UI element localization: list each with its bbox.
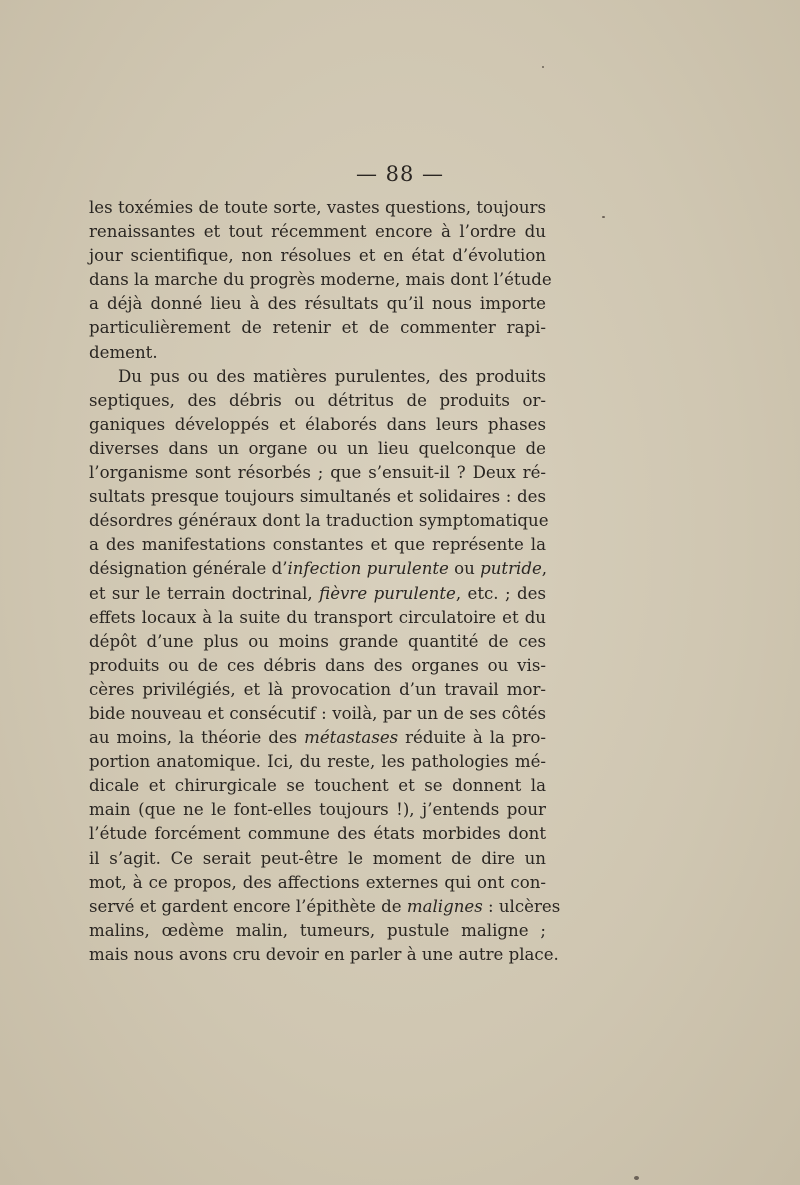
text-line	[89, 582, 546, 606]
text-line	[89, 220, 546, 244]
text-segment: Du pus ou des matières purulentes, des produits	[118, 366, 546, 386]
text-segment: mot, à ce propos, des affections externes qui ont con-	[89, 872, 546, 892]
text-line	[89, 847, 546, 871]
text-line	[89, 895, 561, 919]
text-line	[89, 341, 546, 365]
italic-term: putride	[480, 559, 542, 579]
text-segment: mais nous avons cru devoir en parler à une autre place.	[89, 944, 559, 964]
paragraph	[89, 365, 561, 967]
text-segment: il s’agit. Ce serait peut-être le moment de dire un	[89, 848, 546, 868]
italic-term: fièvre purulente	[319, 583, 456, 603]
text-segment: désignation générale d’	[89, 559, 288, 579]
text-segment: l’organisme sont résorbés ; que s’ensuit-il ? Deux ré-	[89, 463, 546, 483]
text-line	[89, 557, 546, 581]
text-segment: bide nouveau et consécutif : voilà, par un de ses côtés	[89, 703, 546, 723]
text-line	[89, 750, 546, 774]
text-segment: malins, œdème malin, tumeurs, pustule maligne ;	[89, 920, 546, 940]
text-segment: ,	[541, 559, 548, 579]
text-line	[89, 606, 546, 630]
text-segment: portion anatomique. Ici, du reste, les pathologies mé-	[89, 752, 546, 772]
text-line	[89, 726, 546, 750]
text-segment: diverses dans un organe ou un lieu quelconque de	[89, 438, 546, 458]
text-line	[89, 943, 559, 967]
paper-speck	[542, 66, 544, 68]
body-text	[89, 196, 561, 967]
text-line	[89, 798, 546, 822]
text-segment: effets locaux à la suite du transport circulatoire et du	[89, 607, 546, 627]
text-line	[89, 437, 546, 461]
paper-speck	[602, 216, 605, 218]
text-segment: , etc. ; des	[455, 583, 546, 603]
text-segment: dans la marche du progrès moderne, mais dont l’étude	[89, 270, 552, 290]
text-segment: désordres généraux dont la traduction symptomatique	[89, 511, 549, 531]
text-segment: et sur le terrain doctrinal,	[89, 583, 320, 603]
text-segment: septiques, des débris ou détritus de produits or-	[89, 390, 546, 410]
paper-speck	[634, 1176, 639, 1180]
text-line	[89, 244, 546, 268]
text-segment: jour scientifique, non résolues et en état d’évolution	[89, 246, 546, 266]
text-segment: ganiques développés et élaborés dans leurs phases	[89, 414, 546, 434]
text-segment: servé et gardent encore l’épithète de	[89, 896, 407, 916]
text-line	[89, 919, 546, 943]
paragraph	[89, 196, 552, 365]
page-number: — 88 —	[355, 162, 445, 186]
text-line	[89, 316, 546, 340]
text-segment: les toxémies de toute sorte, vastes questions, toujours	[89, 198, 546, 217]
text-line	[89, 365, 546, 389]
text-segment: renaissantes et tout récemment encore à l’ordre du	[89, 222, 546, 242]
text-line	[89, 389, 546, 413]
text-line	[89, 461, 546, 485]
text-segment: ou	[448, 559, 481, 579]
text-line	[89, 292, 546, 316]
text-segment: a déjà donné lieu à des résultats qu’il nous importe	[89, 294, 546, 314]
text-line	[89, 678, 546, 702]
text-segment: dépôt d’une plus ou moins grande quantité de ces	[89, 631, 546, 651]
text-segment: : ulcères	[482, 896, 561, 916]
text-segment: réduite à la pro-	[398, 728, 546, 748]
text-line	[89, 485, 546, 509]
text-line	[89, 196, 546, 220]
text-segment: l’étude forcément commune des états morbides dont	[89, 824, 546, 844]
text-line	[89, 630, 546, 654]
text-line	[89, 533, 546, 557]
text-segment: cères privilégiés, et là provocation d’un travail mor-	[89, 679, 546, 699]
text-line	[89, 413, 546, 437]
text-line	[89, 702, 546, 726]
text-line	[89, 774, 546, 798]
text-line	[89, 822, 546, 846]
italic-term: malignes	[406, 896, 483, 916]
text-segment: main (que ne le font-elles toujours !), j’entends pour	[89, 800, 546, 820]
text-line	[89, 871, 546, 895]
italic-term: infection purulente	[287, 559, 449, 579]
text-line	[89, 509, 549, 533]
text-segment: sultats presque toujours simultanés et solidaires : des	[89, 487, 546, 507]
text-segment: dement.	[89, 342, 158, 362]
text-segment: produits ou de ces débris dans des organes ou vis-	[89, 655, 546, 675]
text-line	[89, 268, 552, 292]
text-segment: a des manifestations constantes et que représente la	[89, 535, 546, 555]
text-segment: au moins, la théorie des	[89, 728, 305, 748]
text-line	[89, 654, 546, 678]
text-segment: particulièrement de retenir et de commenter rapi-	[89, 318, 546, 338]
text-segment: dicale et chirurgicale se touchent et se donnent la	[89, 776, 546, 796]
italic-term: métastases	[304, 728, 399, 748]
